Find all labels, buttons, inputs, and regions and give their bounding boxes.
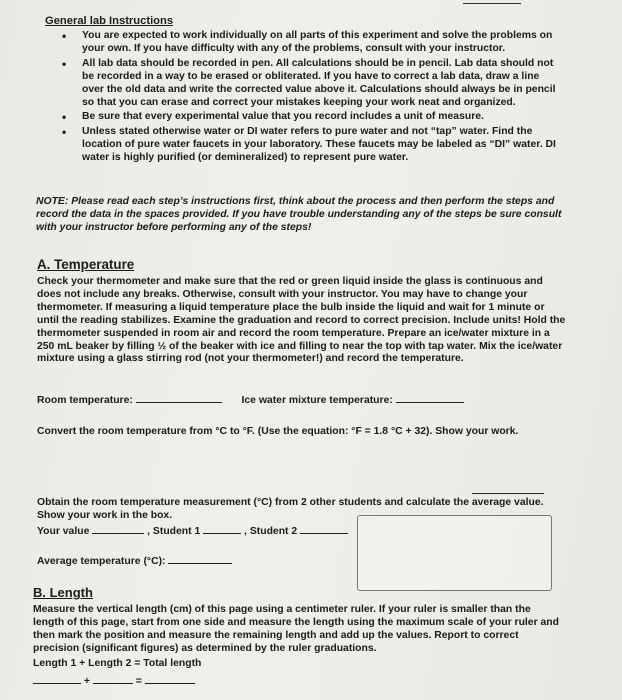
instruction-bullet-4: • Unless stated otherwise water or DI water refers to pure water and not “tap” water. Find the location of pure water faucets in your laboratory. These faucets may be labeled as “DI” water. DI water is highly purified (or demineralized) to represent pure water. xyxy=(62,126,562,165)
student-values-row: Your value , Student 1 , Student 2 xyxy=(37,523,348,539)
average-temperature-label: Average temperature (°C): xyxy=(37,556,166,567)
ice-water-temperature-label: Ice water mixture temperature: xyxy=(241,395,393,406)
room-temperature-label: Room temperature: xyxy=(37,395,133,406)
section-b-title: B. Length xyxy=(33,585,93,600)
section-a-title: A. Temperature xyxy=(37,257,135,272)
top-rule xyxy=(463,3,521,4)
student-1-label: Student 1 xyxy=(152,526,201,537)
average-temperature-row xyxy=(37,553,232,569)
length-2-blank[interactable] xyxy=(93,673,133,684)
your-value-label: Your value xyxy=(37,526,90,537)
average-temperature-blank[interactable] xyxy=(168,553,232,564)
instruction-bullet-3: • Be sure that every experimental value that you record includes a unit of measure. xyxy=(62,111,562,124)
equals-sign: = xyxy=(135,676,142,687)
section-b-instructions: Measure the vertical length (cm) of this page using a centimeter ruler. If your ruler is smaller than the length of this page, start from one side and measure the length using the maximum scale of your ruler and then mark the position and measure the remaining length and add up the values. Report to correct precision (significant figures) as determined by the ruler graduations. xyxy=(33,604,559,654)
room-temperature-row xyxy=(37,392,464,408)
instruction-bullet-1: • You are expected to work individually on all parts of this experiment and solve the problems on your own. If you have difficulty with any of the problems, consult with your instructor. xyxy=(62,30,562,56)
length-1-blank[interactable] xyxy=(33,673,81,684)
student-2-label: Student 2 xyxy=(249,526,298,537)
convert-instruction: Convert the room temperature from °C to °F. (Use the equation: °F = 1.8 °C + 32). Show your work. xyxy=(37,426,519,437)
general-instructions-list xyxy=(62,30,562,167)
work-answer-line xyxy=(472,493,544,494)
length-formula-label: Length 1 + Length 2 = Total length xyxy=(33,658,202,669)
room-temperature-blank[interactable] xyxy=(136,392,222,403)
note-paragraph: NOTE: Please read each step’s instructions first, think about the process and then perform the steps and record the data in the spaces provided. If you have trouble understanding any of the steps be sure consult with your instructor before performing any of the steps! xyxy=(36,196,562,233)
your-value-blank[interactable] xyxy=(92,523,144,534)
instruction-bullet-2: • All lab data should be recorded in pen. All calculations should be in pencil. Lab data should not be recorded in a way to be erased or obliterated. If you have to correct a lab data, draw a line over the old data and write the corrected value above it. Calculations should always be in pencil so that you can erase and correct your mistakes keeping your work neat and organized. xyxy=(62,58,562,110)
obtain-instruction: Obtain the room temperature measurement (°C) from 2 other students and calculate the average value. Show your work in the box. xyxy=(37,497,544,521)
general-instructions-heading: General lab Instructions xyxy=(45,15,174,27)
student-1-blank[interactable] xyxy=(203,523,241,534)
length-blanks-row xyxy=(33,673,195,689)
work-box[interactable] xyxy=(357,515,552,591)
ice-water-temperature-blank[interactable] xyxy=(396,392,464,403)
plus-sign: + xyxy=(83,676,90,687)
total-length-blank[interactable] xyxy=(145,673,195,684)
section-a-instructions: Check your thermometer and make sure that the red or green liquid inside the glass is continuous and does not include any breaks. Otherwise, consult with your instructor. You may have to change your thermometer. If measuring a liquid temperature place the bulb inside the liquid and wait for 1 minute or until the reading stabilizes. Examine the graduation and record to correct precision. Include units! Hold the thermometer suspended in room air and record the room temperature. Prepare an ice/water mixture in a 250 mL beaker by filling ½ of the beaker with ice and filling to near the top with tap water. Mix the ice/water mixture using a glass stirring rod (not your thermometer!) and record the temperature. xyxy=(37,276,566,365)
student-2-blank[interactable] xyxy=(300,523,348,534)
